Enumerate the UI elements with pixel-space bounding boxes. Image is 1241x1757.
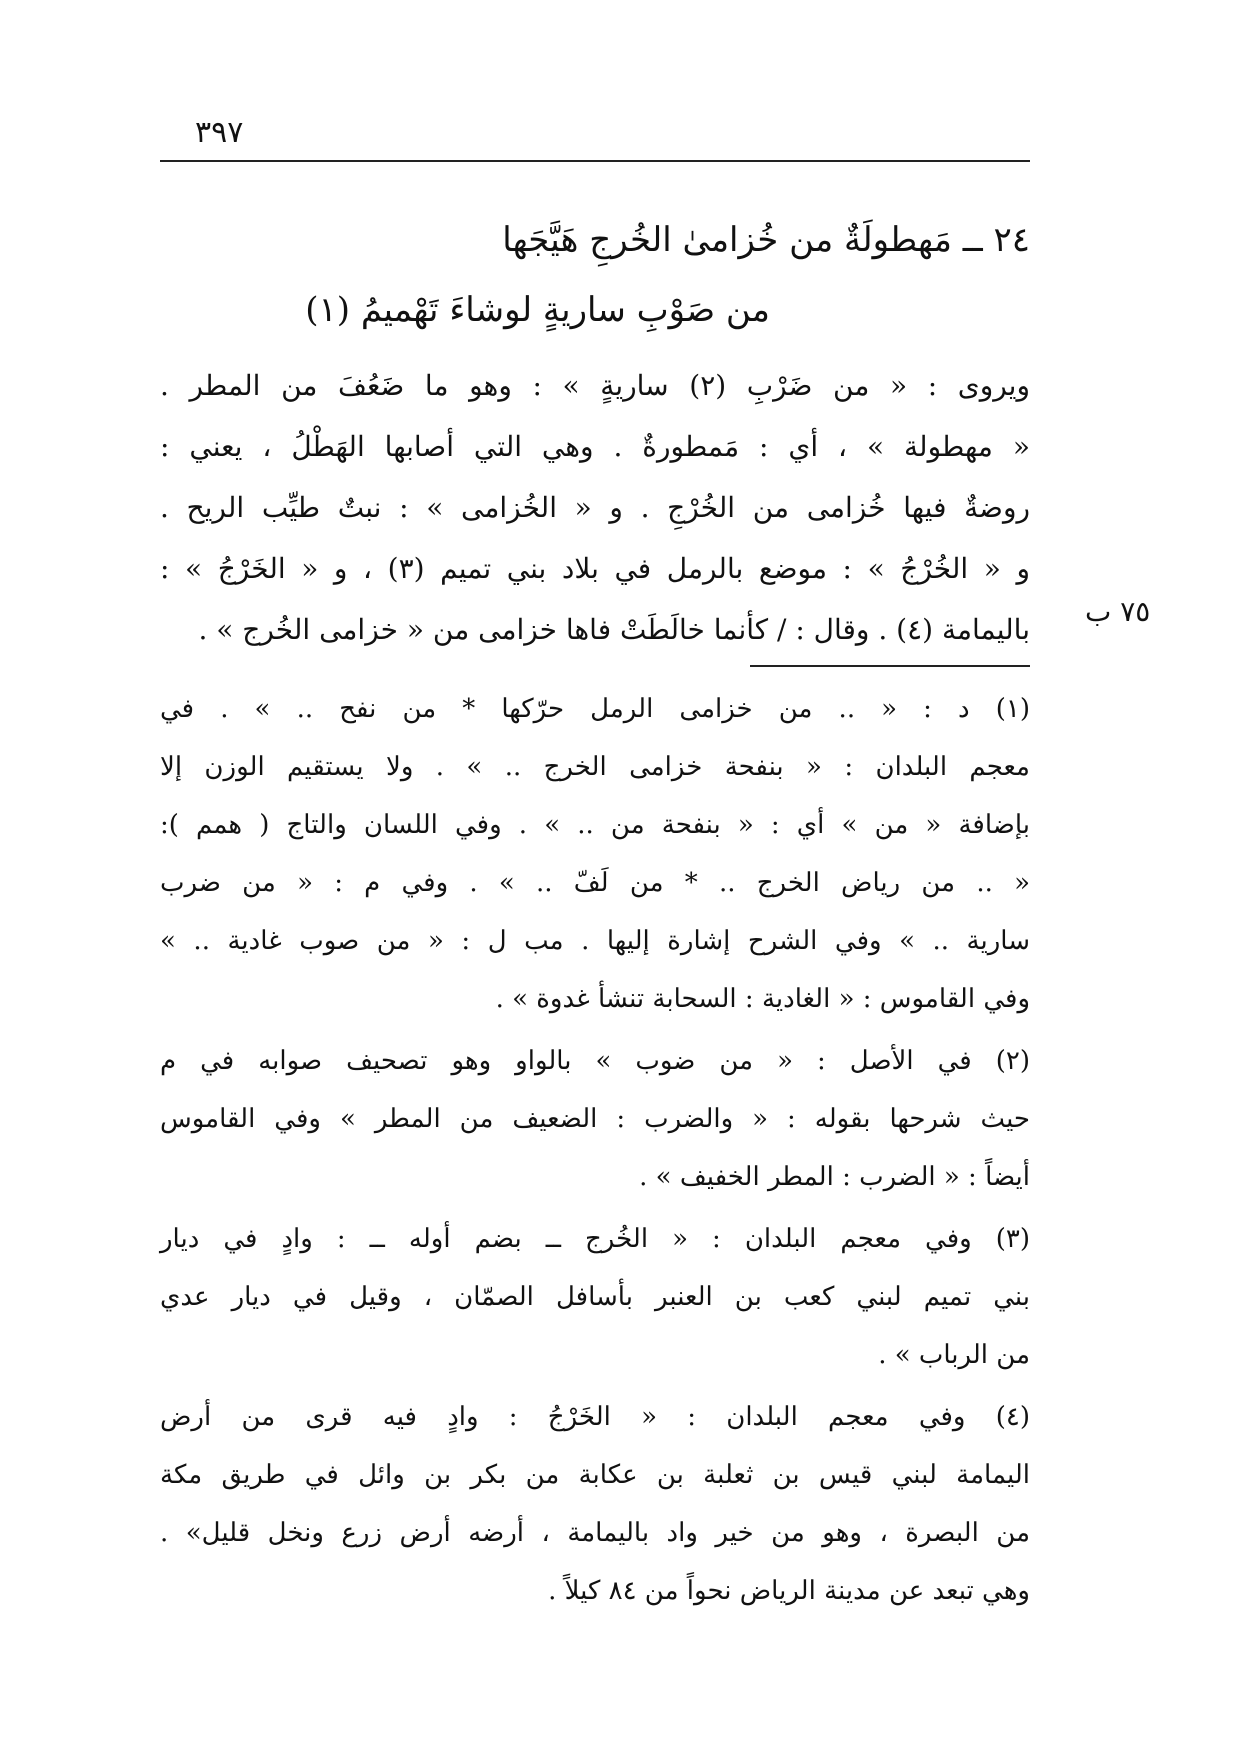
margin-folio-marker: ٧٥ ب: [1085, 595, 1151, 628]
footnote-line: من البصرة ، وهو من خير واد باليمامة ، أرضه أرض زرع ونخل قليل» .: [160, 1518, 1030, 1548]
footnote-line: اليمامة لبني قيس بن ثعلبة بن عكابة من بكر بن وائل في طريق مكة: [160, 1460, 1030, 1490]
footnotes-block: [160, 680, 1030, 1624]
verse-line-1: ٢٤ ــ مَهطولَةٌ من خُزامىٰ الخُرجِ هَيَّجَها: [502, 220, 1030, 260]
footnote-line: بني تميم لبني كعب بن العنبر بأسافل الصمّان ، وقيل في ديار عدي: [160, 1282, 1030, 1312]
footnote-line: أيضاً : « الضرب : المطر الخفيف » .: [639, 1162, 1030, 1192]
footnote-line: (٤) وفي معجم البلدان : « الخَرْجُ : وادٍ فيه قرى من أرض: [160, 1402, 1030, 1432]
header-rule: [160, 160, 1030, 162]
page-number: ٣٩٧: [195, 115, 244, 150]
footnote-line: وهي تبعد عن مدينة الرياض نحواً من ٨٤ كيلاً .: [548, 1576, 1030, 1606]
footnote-line: سارية .. » وفي الشرح إشارة إليها . مب ل : « من صوب غادية .. »: [160, 926, 1030, 956]
footnote-line: من الرباب » .: [878, 1340, 1030, 1370]
footnote-line: معجم البلدان : « بنفحة خزامى الخرج .. » . ولا يستقيم الوزن إلا: [160, 752, 1030, 782]
commentary-line: ويروى : « من ضَرْبِ (٢) ساريةٍ » : وهو ما ضَعُفَ من المطر .: [160, 369, 1030, 402]
footnote-3: [160, 1210, 1030, 1384]
footnote-2: [160, 1032, 1030, 1206]
footnote-separator: [750, 665, 1030, 667]
footnote-line: (١) د : « .. من خزامى الرمل حرّكها * من نفح .. » . في: [160, 694, 1030, 724]
verse-line-2: من صَوْبِ ساريةٍ لوشاءَ تَهْميمُ (١): [305, 290, 770, 330]
footnote-line: « .. من رياض الخرج .. * من لَفّ .. » . وفي م : « من ضرب: [160, 868, 1030, 898]
footnote-line: بإضافة « من » أي : « بنفحة من .. » . وفي اللسان والتاج ( همم ):: [160, 810, 1030, 840]
commentary-line: « مهطولة » ، أي : مَمطورةٌ . وهي التي أصابها الهَطْلُ ، يعني :: [160, 430, 1030, 463]
footnote-line: (٢) في الأصل : « من ضوب » بالواو وهو تصحيف صوابه في م: [160, 1046, 1030, 1076]
footnote-line: وفي القاموس : « الغادية : السحابة تنشأ غدوة » .: [495, 984, 1030, 1014]
commentary-line: روضةٌ فيها خُزامى من الخُرْجِ . و « الخُزامى » : نبتٌ طيِّب الريح .: [160, 491, 1030, 524]
footnote-4: [160, 1388, 1030, 1620]
footnote-1: [160, 680, 1030, 1028]
commentary-line: و « الخُرْجُ » : موضع بالرمل في بلاد بني تميم (٣) ، و « الخَرْجُ » :: [160, 552, 1030, 585]
verse-block: [160, 205, 1030, 345]
footnote-line: (٣) وفي معجم البلدان : « الخُرج ــ بضم أوله ــ : وادٍ في ديار: [160, 1224, 1030, 1254]
footnote-line: حيث شرحها بقوله : « والضرب : الضعيف من المطر » وفي القاموس: [160, 1104, 1030, 1134]
commentary-block: [160, 355, 1030, 660]
commentary-line: باليمامة (٤) . وقال : / كأنما خالَطَتْ فاها خزامى من « خزامى الخُرج » .: [198, 613, 1030, 646]
